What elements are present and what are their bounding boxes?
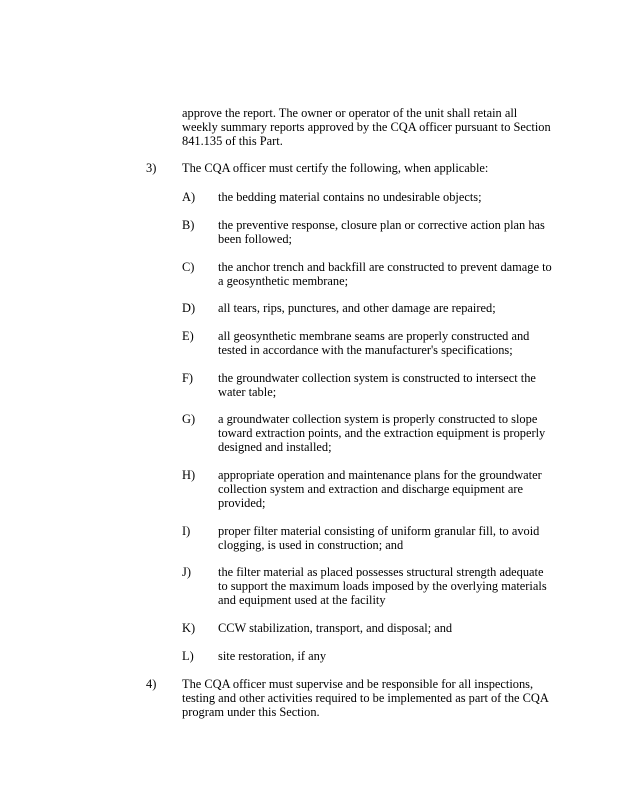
item-text <box>182 677 549 719</box>
intro-line: weekly summary reports approved by the CQA officer pursuant to Section <box>182 120 551 134</box>
subitem-line: the anchor trench and backfill are constructed to prevent damage to <box>218 260 552 274</box>
subitem-line: toward extraction points, and the extraction equipment is properly <box>218 426 546 440</box>
subitem-letter: K) <box>182 621 196 635</box>
subitem-letter: L) <box>182 649 194 663</box>
subitem-line: CCW stabilization, transport, and disposal; and <box>218 621 453 635</box>
subitem-text <box>218 412 545 454</box>
subitem-line: tested in accordance with the manufacturer's specifications; <box>218 343 513 357</box>
subitem-letter: G) <box>182 412 196 426</box>
subitem-line: to support the maximum loads imposed by the overlying materials <box>218 579 547 593</box>
subitem-letter: A) <box>182 190 196 204</box>
subitem-text <box>218 218 545 246</box>
subitem-text <box>218 524 539 552</box>
subitem-letter: F) <box>182 371 194 385</box>
subitem-letter: D) <box>182 301 196 315</box>
subitem-letter: E) <box>182 329 194 343</box>
subitem-letter: H) <box>182 468 196 482</box>
subitem-text <box>218 190 482 204</box>
item-text: The CQA officer must certify the following, when applicable: <box>182 161 489 175</box>
intro-line: 841.135 of this Part. <box>182 134 283 148</box>
subitem-letter: C) <box>182 260 195 274</box>
subitem-line: designed and installed; <box>218 440 332 454</box>
intro-line: approve the report. The owner or operator of the unit shall retain all <box>182 106 518 120</box>
subitem-text <box>218 565 547 607</box>
item-number: 4) <box>146 677 157 691</box>
subitem-line: the bedding material contains no undesirable objects; <box>218 190 482 204</box>
subitem-line: and equipment used at the facility <box>218 593 386 607</box>
item-number: 3) <box>146 161 157 175</box>
subitem-line: proper filter material consisting of uniform granular fill, to avoid <box>218 524 540 538</box>
subitem-text <box>218 468 542 510</box>
subitem-line: clogging, is used in construction; and <box>218 538 404 552</box>
subitem-line: provided; <box>218 496 266 510</box>
subitem-line: the filter material as placed possesses structural strength adequate <box>218 565 544 579</box>
subitem-line: the preventive response, closure plan or corrective action plan has <box>218 218 545 232</box>
subitem-line: a groundwater collection system is properly constructed to slope <box>218 412 538 426</box>
subitem-line: appropriate operation and maintenance plans for the groundwater <box>218 468 542 482</box>
item-line: program under this Section. <box>182 705 320 719</box>
subitem-line: the groundwater collection system is constructed to intersect the <box>218 371 536 385</box>
subitem-letter: I) <box>182 524 191 538</box>
subitem-line: site restoration, if any <box>218 649 327 663</box>
subitem-line: collection system and extraction and discharge equipment are <box>218 482 523 496</box>
subitem-line: a geosynthetic membrane; <box>218 274 349 288</box>
subitem-line: all geosynthetic membrane seams are properly constructed and <box>218 329 530 343</box>
subitem-text <box>218 329 529 357</box>
intro-paragraph <box>182 106 551 148</box>
subitem-text <box>218 301 496 315</box>
subitem-line: all tears, rips, punctures, and other damage are repaired; <box>218 301 496 315</box>
item-line: The CQA officer must supervise and be responsible for all inspections, <box>182 677 534 691</box>
subitem-line: been followed; <box>218 232 292 246</box>
subitem-text <box>218 371 536 399</box>
subitem-text <box>218 649 326 663</box>
subitem-letter: B) <box>182 218 195 232</box>
subitem-text <box>218 260 552 288</box>
subitem-text <box>218 621 452 635</box>
subitem-letter: J) <box>182 565 191 579</box>
subitem-line: water table; <box>218 385 277 399</box>
item-line: testing and other activities required to be implemented as part of the CQA <box>182 691 549 705</box>
